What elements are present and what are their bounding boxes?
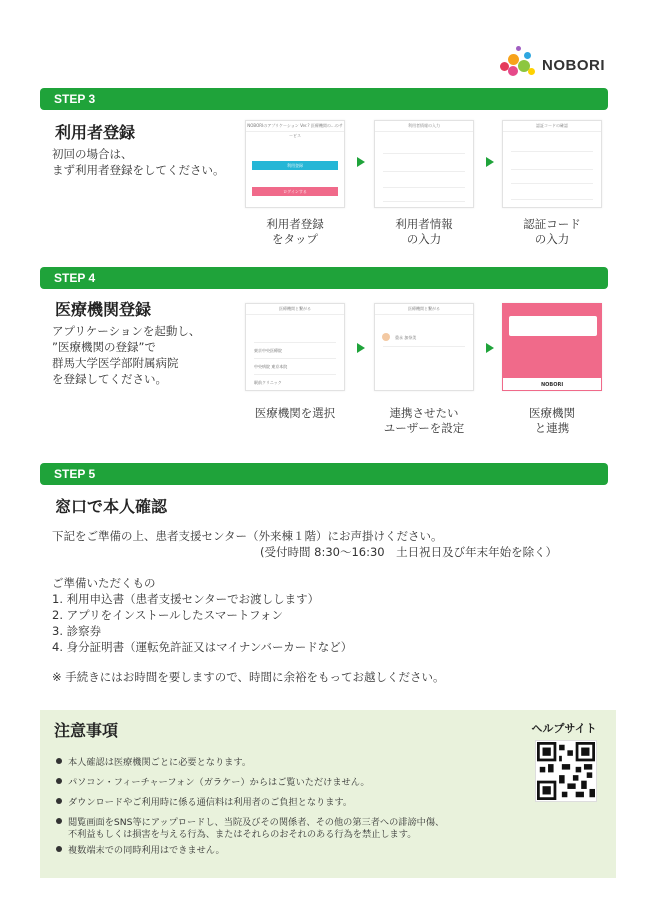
step5-hours: (受付時間 8:30〜16:30 土日祝日及び年末年始を除く） bbox=[260, 545, 558, 559]
note-item: 複数端末での同時利用はできません。 bbox=[56, 845, 225, 857]
screenshot-register bbox=[245, 120, 345, 208]
note-item: 閲覧画面をSNS等にアップロードし、当院及びその関係者、その他の第三者への誹謗中傷、 不利益もしくは損害を与える行為、またはそれらのおそれのある行為を禁止します。 bbox=[56, 817, 538, 841]
prep-title: ご準備いただくもの bbox=[52, 576, 156, 590]
prep-item: 4. 身分証明書（運転免許証又はマイナンバーカードなど） bbox=[52, 640, 353, 654]
notes-title: 注意事項 bbox=[54, 721, 119, 740]
screenshot-auth-code bbox=[502, 120, 602, 208]
step3-desc: 初回の場合は、 まず利用者登録をしてください。 bbox=[52, 147, 225, 177]
step5-note: ※ 手続きにはお時間を要しますので、時間に余裕をもってお越しください。 bbox=[52, 670, 445, 684]
screenshot-user-info bbox=[374, 120, 474, 208]
hospital-item: 東京中央医療院 bbox=[254, 348, 282, 353]
prep-item: 3. 診察券 bbox=[52, 624, 102, 638]
step3-caption-3: 認証コード の入力 bbox=[523, 217, 581, 246]
register-button: 利用登録 bbox=[252, 161, 338, 170]
screen-logo: NOBORI bbox=[541, 382, 564, 388]
step5-bar: STEP 5 bbox=[40, 463, 608, 485]
logo-text: NOBORI bbox=[542, 57, 605, 74]
step4-desc: アプリケーションを起動し、 ”医療機関の登録”で 群馬大学医学部附属病院 を登録してください。 bbox=[52, 324, 201, 386]
step3-bar: STEP 3 bbox=[40, 88, 608, 110]
step4-title: 医療機関登録 bbox=[55, 300, 152, 319]
note-item: ダウンロードやご利用時に係る通信料は利用者のご負担となります。 bbox=[56, 797, 352, 809]
step4-bar: STEP 4 bbox=[40, 267, 608, 289]
arrow-icon bbox=[486, 157, 494, 167]
step3-caption-1: 利用者登録 をタップ bbox=[266, 217, 324, 246]
step4-caption-2: 連携させたい ユーザーを設定 bbox=[383, 406, 465, 435]
prep-item: 2. アプリをインストールしたスマートフォン bbox=[52, 608, 283, 622]
screen-header: 利用者情報の入力 bbox=[375, 121, 473, 132]
avatar bbox=[382, 333, 390, 341]
step4-caption-1: 医療機関を選択 bbox=[254, 406, 336, 420]
screen-header: 認証コードの確認 bbox=[503, 121, 601, 132]
notes-box bbox=[40, 710, 616, 878]
arrow-icon bbox=[357, 157, 365, 167]
screen-header: 医療機関と繋がる bbox=[246, 304, 344, 315]
screenshot-select-hospital bbox=[245, 303, 345, 391]
user-name: 重永 加奈美 bbox=[395, 335, 417, 340]
step3-caption-2: 利用者情報 の入力 bbox=[395, 217, 453, 246]
screen-header: 医療機関と繋がる bbox=[375, 304, 473, 315]
help-site-label: ヘルプサイト bbox=[531, 722, 597, 735]
screenshot-set-user bbox=[374, 303, 474, 391]
step4-caption-3: 医療機関 と連携 bbox=[529, 406, 575, 435]
hospital-item: 中央病院 東京本院 bbox=[254, 364, 288, 369]
arrow-icon bbox=[357, 343, 365, 353]
note-item: 本人確認は医療機関ごとに必要となります。 bbox=[56, 757, 251, 769]
step3-title: 利用者登録 bbox=[55, 123, 136, 142]
note-item: パソコン・フィーチャーフォン（ガラケー）からはご覧いただけません。 bbox=[56, 777, 370, 789]
hospital-item: 駅前クリニック bbox=[254, 380, 282, 385]
login-button: ログインする bbox=[252, 187, 338, 196]
step5-title: 窓口で本人確認 bbox=[55, 497, 168, 516]
nobori-logo bbox=[496, 44, 616, 82]
screen-header: NOBORIのアプリケーション Ver.? 医療機関の...のサービス bbox=[247, 123, 343, 138]
prep-item: 1. 利用申込書（患者支援センターでお渡しします） bbox=[52, 592, 320, 606]
arrow-icon bbox=[486, 343, 494, 353]
qr-code-icon[interactable] bbox=[535, 740, 597, 802]
step5-intro: 下記をご準備の上、患者支援センター（外来棟１階）にお声掛けください。 bbox=[52, 529, 443, 543]
screenshot-linked bbox=[502, 303, 602, 391]
